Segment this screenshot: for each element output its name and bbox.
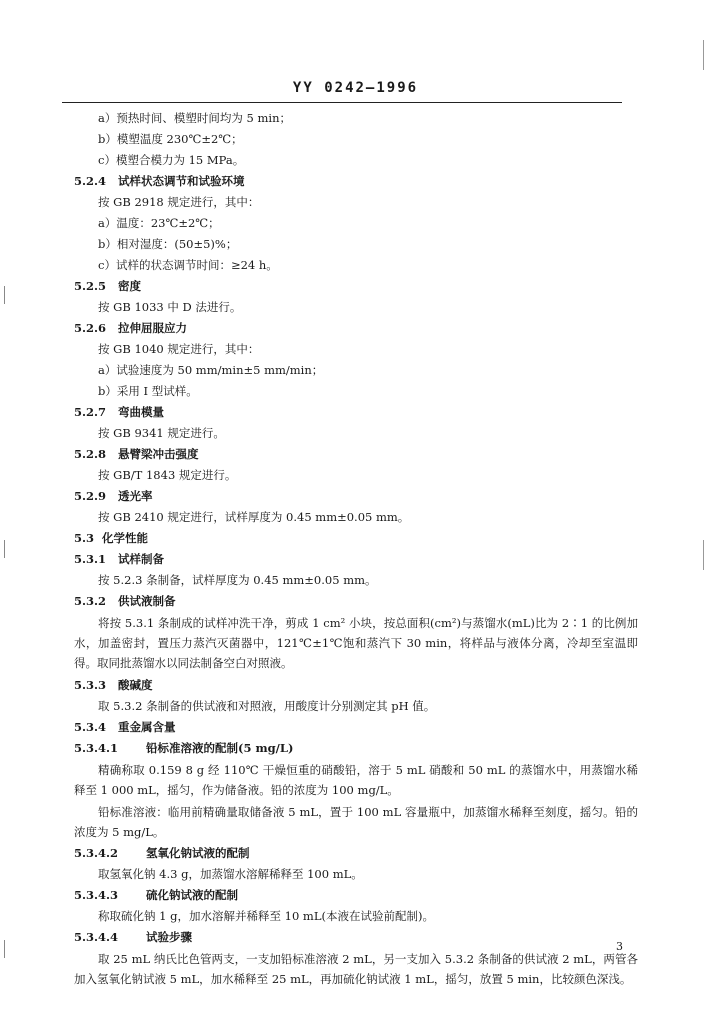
scan-edge-mark	[703, 540, 704, 570]
header-rule	[62, 102, 622, 103]
paragraph: 将按 5.3.1 条制成的试样冲洗干净，剪成 1 cm² 小块，按总面积(cm²)与蒸馏水(mL)比为 2∶1 的比例加水，加盖密封，置压力蒸汽灭菌器中，121℃±1℃饱和蒸汽下 30 min，将样品与液体分离，冷却至室温即得。取同批蒸馏水以同法制备空白对照液。	[74, 616, 638, 670]
scan-edge-mark	[4, 940, 5, 958]
paragraph: 取 25 mL 纳氏比色管两支，一支加铅标准溶液 2 mL，另一支加入 5.3.2 条制备的供试液 2 mL，两管各加入氢氧化钠试液 5 mL，加水稀释至 25 mL，再加硫化钠试液 1 mL，摇匀，放置 5 min，比较颜色深浅。	[74, 952, 638, 986]
scan-edge-mark	[4, 540, 5, 558]
scan-edge-mark	[4, 286, 5, 304]
paragraph: 铅标准溶液：临用前精确量取储备液 5 mL，置于 100 mL 容量瓶中，加蒸馏水稀释至刻度，摇匀。铅的浓度为 5 mg/L。	[74, 805, 638, 839]
scan-edge-mark	[703, 40, 704, 70]
page-number: 3	[616, 940, 623, 953]
standard-code-header: YY 0242—1996	[292, 80, 419, 96]
document-page: YY 0242—1996 a）预热时间、模塑时间均为 5 min； b）模塑温度 230℃±2℃； c）模塑合模力为 15 MPa。 5.2.4 试样状态调节和试验环境 按 GB 2918 规定进行，其中： a）温度：23℃±2℃； b）相对湿度：(50±5)%； c）试样的状态调节时间：≥24 h。 5.2.5 密度 按 GB 1033 中 D 法进行。 5.2.6 拉伸屈服应力 按 GB 1040 规定进行，其中： a）试验速度为 50 mm/min±5 mm/min； b）采用 I 型试样。 5.2.7 弯曲模量 按 GB 9341 规定进行。 5.2.8 悬臂梁冲击强度 按 GB/T 1843 规定进行。 5.2.9 透光率 按 GB 2410 规定进行，试样厚度为 0.45 mm±0.05 mm。 5.3 化学性能 5.3.1 试样制备 按 5.2.3 条制备，试样厚度为 0.45 mm±0.05 mm。 5.3.2 供试液制备 将按 5.3.1 条制成的试样冲洗干净，剪成 1 cm² 小块，按总面积(cm²)与蒸馏水(mL)比为 2∶1 的比例加水，加盖密封，置压力蒸汽灭菌器中，121℃±1℃饱和蒸汽下 30 min，将样品与液体分离，冷却至室温即得。取同批蒸馏水以同法制备空白对照液。 5.3.3 酸碱度 取 5.3.2 条制备的供试液和对照液，用酸度计分别测定其 pH 值。 5.3.4 重金属含量 5.3.4.1 铅标准溶液的配制(5 mg/L) 精确称取 0.159 8 g 经 110℃ 干燥恒重的硝酸铅，溶于 5 mL 硝酸和 50 mL 的蒸馏水中，用蒸馏水稀释至 1 000 mL，摇匀，作为储备液。铅的浓度为 100 mg/L。 铅标准溶液：临用前精确量取储备液 5 mL，置于 100 mL 容量瓶中，加蒸馏水稀释至刻度，摇匀。铅的浓度为 5 mg/L。 5.3.4.2 氢氧化钠试液的配制 取氢氧化钠 4.3 g，加蒸馏水溶解稀释至 100 mL。 5.3.4.3 硫化钠试液的配制 称取硫化钠 1 g，加水溶解并稀释至 10 mL(本液在试验前配制)。 5.3.4.4 试验步骤 取 25 mL 纳氏比色管两支，一支加铅标准溶液 2 mL，另一支加入 5.3.2 条制备的供试液 2 mL，两管各加入氢氧化钠试液 5 mL，加水稀释至 25 mL，再加硫化钠试液 1 mL，摇匀，放置 5 min，比较颜色深浅。 3	[0, 0, 711, 1024]
paragraph: 精确称取 0.159 8 g 经 110℃ 干燥恒重的硝酸铅，溶于 5 mL 硝酸和 50 mL 的蒸馏水中，用蒸馏水稀释至 1 000 mL，摇匀，作为储备液。铅的浓度为 100 mg/L。	[74, 763, 638, 797]
